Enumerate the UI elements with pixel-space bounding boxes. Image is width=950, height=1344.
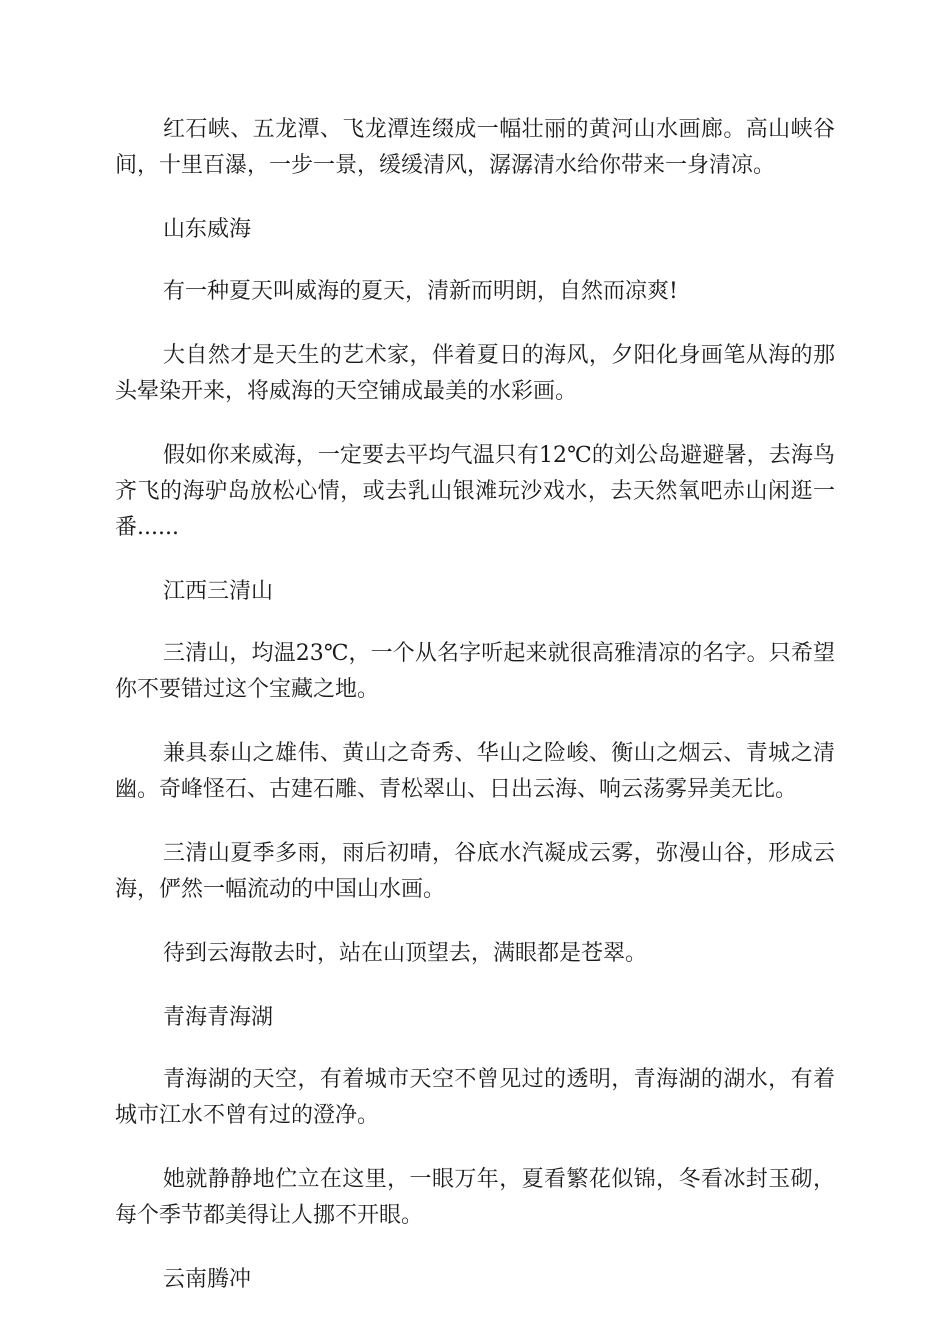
paragraph-weihai-visit: 假如你来威海，一定要去平均气温只有12℃的刘公岛避避暑，去海鸟齐飞的海驴岛放松心情，或去乳山银滩玩沙戏水，去天然氧吧赤山闲逛一番...... <box>115 443 835 540</box>
paragraph-sanqingshan-intro: 三清山，均温23℃，一个从名字听起来就很高雅清凉的名字。只希望你不要错过这个宝藏之地。 <box>115 641 835 702</box>
paragraph-qinghai-sky: 青海湖的天空，有着城市天空不曾见过的透明，青海湖的湖水，有着城市江水不曾有过的澄净。 <box>115 1067 835 1128</box>
paragraph-weihai-sunset: 大自然才是天生的艺术家，伴着夏日的海风，夕阳化身画笔从海的那头晕染开来，将威海的天空铺成最美的水彩画。 <box>115 343 835 404</box>
heading-qinghai-lake: 青海青海湖 <box>163 1005 274 1030</box>
heading-weihai: 山东威海 <box>163 217 252 242</box>
paragraph-sanqingshan-rain: 三清山夏季多雨，雨后初晴，谷底水汽凝成云雾，弥漫山谷，形成云海，俨然一幅流动的中国山水画。 <box>115 841 835 902</box>
paragraph-weihai-summer: 有一种夏天叫威海的夏天，清新而明朗，自然而凉爽! <box>163 279 678 304</box>
paragraph-sanqingshan-features: 兼具泰山之雄伟、黄山之奇秀、华山之险峻、衡山之烟云、青城之清幽。奇峰怪石、古建石雕、青松翠山、日出云海、响云荡雾异美无比。 <box>115 741 835 802</box>
paragraph-sanqingshan-summit: 待到云海散去时，站在山顶望去，满眼都是苍翠。 <box>163 941 648 966</box>
heading-tengchong: 云南腾冲 <box>163 1267 252 1292</box>
paragraph-qinghai-seasons: 她就静静地伫立在这里，一眼万年，夏看繁花似锦，冬看冰封玉砌，每个季节都美得让人挪不开眼。 <box>115 1167 835 1228</box>
document-page <box>115 112 835 1324</box>
heading-sanqingshan: 江西三清山 <box>163 579 274 604</box>
paragraph-huangshan-gorge: 红石峡、五龙潭、飞龙潭连缀成一幅壮丽的黄河山水画廊。高山峡谷间，十里百瀑，一步一景，缓缓清风，潺潺清水给你带来一身清凉。 <box>115 117 835 178</box>
